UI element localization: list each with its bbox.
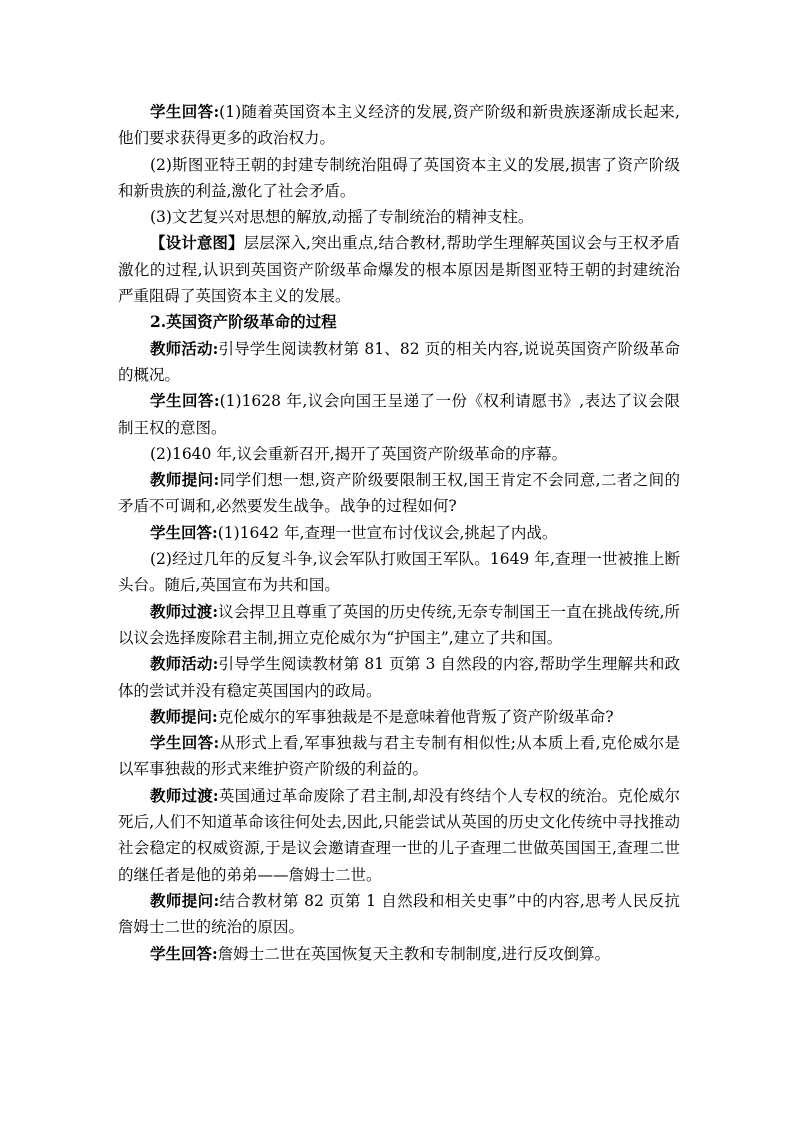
teacher-activity-paragraph — [118, 336, 680, 389]
student-answer-paragraph — [118, 520, 680, 546]
answer-point-paragraph — [118, 204, 680, 230]
paragraph-text: 结合教材第 82 页第 1 自然段和相关史事”中的内容,思考人民反抗詹姆士二世的统治的原因。 — [118, 891, 680, 937]
paragraph-label: 学生回答: — [150, 102, 220, 121]
paragraph-text: 英国通过革命废除了君主制,却没有终结个人专权的统治。克伦威尔死后,人们不知道革命该往何处去,因此,只能尝试从英国的历史文化传统中寻找推动社会稳定的权威资源,于是议会邀请查理一世的儿子查理二世做英国国王,查理二世的继任者是他的弟弟——詹姆士二世。 — [118, 786, 680, 884]
paragraph-text: 詹姆士二世在英国恢复天主教和专制制度,进行反攻倒算。 — [217, 944, 611, 963]
paragraph-label: 教师提问: — [150, 890, 220, 910]
teacher-question-paragraph — [118, 467, 680, 520]
student-answer-paragraph — [118, 388, 680, 441]
section-heading-text: 2.英国资产阶级革命的过程 — [150, 312, 337, 332]
answer-point-paragraph — [118, 441, 680, 467]
teacher-question-paragraph — [118, 888, 680, 941]
paragraph-text: 同学们想一想,资产阶级要限制王权,国王肯定不会同意,二者之间的矛盾不可调和,必然要发生战争。战争的过程如何? — [118, 471, 680, 516]
paragraph-text: (1)1642 年,查理一世宣布讨伐议会,挑起了内战。 — [217, 523, 558, 542]
paragraph-label: 教师活动: — [150, 338, 219, 358]
student-answer-paragraph — [118, 941, 680, 967]
paragraph-text: (1)1628 年,议会向国王呈递了一份《权利请愿书》,表达了议会限制王权的意图。 — [118, 392, 680, 437]
paragraph-text: 引导学生阅读教材第 81、82 页的相关内容,说说英国资产阶级革命的概况。 — [118, 339, 680, 384]
paragraph-text: (2)斯图亚特王朝的封建专制统治阻碍了英国资本主义的发展,损害了资产阶级和新贵族的利益,激化了社会矛盾。 — [118, 155, 680, 200]
paragraph-label: 学生回答: — [150, 733, 220, 753]
answer-point-paragraph — [118, 152, 680, 205]
design-intent-paragraph — [118, 230, 680, 309]
paragraph-text: 从形式上看,军事独裁与君主专制有相似性;从本质上看,克伦威尔是以军事独裁的形式来维护资产阶级的利益的。 — [118, 734, 680, 779]
paragraph-text: (2)经过几年的反复斗争,议会军队打败国王军队。1649 年,查理一世被推上断头台。随后,英国宣布为共和国。 — [118, 550, 680, 595]
teacher-transition-paragraph — [118, 783, 680, 888]
paragraph-text: 引导学生阅读教材第 81 页第 3 自然段的内容,帮助学生理解共和政体的尝试并没有稳定英国国内的政局。 — [118, 655, 680, 700]
paragraph-label: 教师活动: — [150, 654, 219, 674]
paragraph-text: (2)1640 年,议会重新召开,揭开了英国资产阶级革命的序幕。 — [150, 444, 568, 463]
student-answer-paragraph — [118, 99, 680, 152]
teacher-activity-paragraph — [118, 651, 680, 704]
paragraph-label: 教师过渡: — [150, 601, 219, 621]
paragraph-text: 层层深入,突出重点,结合教材,帮助学生理解英国议会与王权矛盾激化的过程,认识到英国资产阶级革命爆发的根本原因是斯图亚特王朝的封建统治严重阻碍了英国资本主义的发展。 — [118, 234, 680, 306]
paragraph-label: 教师提问: — [150, 470, 220, 490]
paragraph-label: 学生回答: — [150, 522, 218, 542]
paragraph-label: 学生回答: — [150, 943, 218, 963]
paragraph-text: 克伦威尔的军事独裁是不是意味着他背叛了资产阶级革命? — [217, 707, 614, 726]
paragraph-label: 教师提问: — [150, 706, 218, 726]
teacher-question-paragraph — [118, 704, 680, 730]
teacher-transition-paragraph — [118, 599, 680, 652]
document-body — [118, 99, 680, 967]
paragraph-label: 学生回答: — [150, 391, 220, 411]
answer-point-paragraph — [118, 546, 680, 599]
paragraph-label: 教师过渡: — [150, 785, 219, 805]
paragraph-label: 【设计意图】 — [150, 233, 244, 253]
paragraph-text: 议会捍卫且尊重了英国的历史传统,无奈专制国王一直在挑战传统,所以议会选择废除君主制,拥立克伦威尔为“护国主”,建立了共和国。 — [118, 602, 680, 647]
section-heading — [118, 309, 680, 335]
paragraph-text: (3)文艺复兴对思想的解放,动摇了专制统治的精神支柱。 — [150, 208, 534, 227]
student-answer-paragraph — [118, 730, 680, 783]
paragraph-text: (1)随着英国资本主义经济的发展,资产阶级和新贵族逐渐成长起来,他们要求获得更多的政治权力。 — [118, 103, 680, 148]
